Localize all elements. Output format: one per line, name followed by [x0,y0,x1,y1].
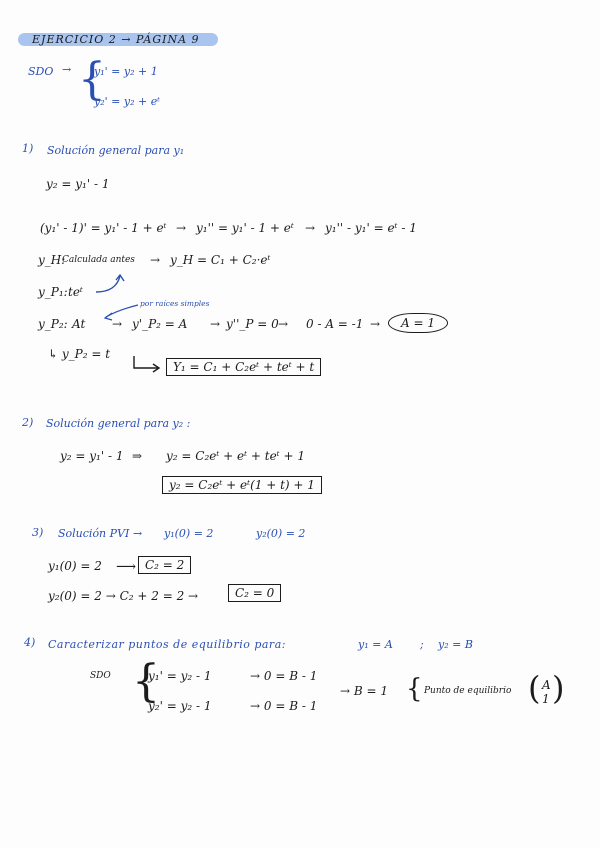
s4-condition1: y₁ = A [358,638,393,651]
section-2-result-box: y₂ = C₂eᵗ + eᵗ(1 + t) + 1 [162,476,322,494]
yp1-value: teᵗ [68,285,83,299]
brace-icon: { [132,656,160,707]
section-4-title: Caracterizar puntos de equilibrio para: [48,638,286,651]
s1-line2a: (y₁' - 1)' = y₁' - 1 + eᵗ [40,221,167,235]
section-2-number: 2) [22,416,34,429]
sdo-eq2: y₂' = y₂ + eᵗ [94,95,160,108]
paren-right-icon: ) [552,669,565,707]
arrow-icon: → [210,317,221,331]
section-3-title: Solución PVI → [58,527,143,540]
s3-line2: y₂(0) = 2 → C₂ + 2 = 2 → [48,589,199,603]
s4-eq2: y₂' = y₂ - 1 [148,699,212,713]
paren-left-icon: ( [528,669,541,707]
section-1-number: 1) [22,142,34,155]
s4-condition2: y₂ = B [438,638,473,651]
s4-result2: → 0 = B - 1 [250,699,318,713]
arrow-icon: → [176,221,187,235]
yh-label: y_H: [38,253,66,267]
yp1-label: y_P₁: [38,285,68,299]
equilibrium-label: Punto de equilibrio [424,686,512,696]
section-3-number: 3) [32,526,44,539]
brace-icon: { [78,54,106,105]
yp2-equation: 0 - A = -1 [306,317,364,331]
s2-line1: y₂ = y₁' - 1 [60,449,124,463]
yh-note: Calculada antes [62,255,135,265]
section-4-number: 4) [24,636,36,649]
s3-result2-box: C₂ = 0 [228,584,281,602]
arrow-icon: → [370,317,381,331]
yp2-final: ↳ y_P₂ = t [48,347,111,361]
s4-sdo-label: SDO [90,671,111,681]
implies-icon: ⇒ [132,449,143,463]
s1-line2b: y₁'' = y₁' - 1 + eᵗ [196,221,294,235]
yh-equation: y_H = C₁ + C₂·eᵗ [170,253,271,267]
yp2-label: y_P₂: [38,317,68,331]
page-header: EJERCICIO 2 → PÁGINA 9 [32,33,200,46]
arrow-icon: ⟶ [116,559,137,575]
section-1-title: Solución general para y₁ [47,144,185,157]
note-raices: por raíces simples [140,299,210,308]
s3-result1-box: C₂ = 2 [138,556,191,574]
sdo-eq1: y₁' = y₂ + 1 [94,65,158,78]
s3-line1: y₁(0) = 2 [48,559,102,573]
arrow-icon: → [62,63,72,76]
s3-condition2: y₂(0) = 2 [256,527,306,540]
s4-eq1: y₁' = y₂ - 1 [148,669,212,683]
arrow-icon: → [305,221,316,235]
equilibrium-b: 1 [542,692,550,706]
sdo-label: SDO [28,65,54,78]
yp2-derivative2: y''_P = 0 [226,317,279,331]
note-arrow-icon [106,305,138,317]
s2-line1b: y₂ = C₂eᵗ + eᵗ + teᵗ + 1 [166,449,305,463]
yp2-value: At [72,317,86,331]
s4-result1: → 0 = B - 1 [250,669,318,683]
brace-icon: { [406,674,423,704]
s4-b-value: → B = 1 [340,684,389,698]
a-result-oval: A = 1 [388,313,448,333]
arrow-icon: → [278,317,289,331]
hook-arrow-icon [134,356,158,368]
section-1-result-box: Y₁ = C₁ + C₂eᵗ + teᵗ + t [166,358,321,376]
arrow-icon: → [150,253,161,267]
s1-line1: y₂ = y₁' - 1 [46,177,110,191]
section-2-title: Solución general para y₂ : [46,417,191,430]
s1-line2c: y₁'' - y₁' = eᵗ - 1 [325,221,417,235]
equilibrium-a: A [542,678,551,692]
s3-condition1: y₁(0) = 2 [164,527,214,540]
separator-icon: ; [420,638,424,651]
arrow-icon: → [112,317,123,331]
yp2-derivative1: y'_P₂ = A [132,317,188,331]
